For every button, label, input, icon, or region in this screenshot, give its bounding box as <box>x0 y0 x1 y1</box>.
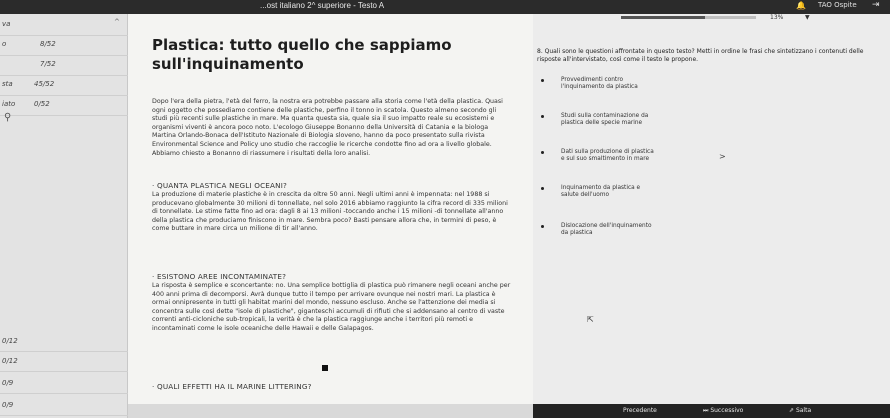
signal-icon: ▼ <box>805 14 810 21</box>
drag-handle-icon[interactable] <box>541 115 544 118</box>
sortable-option[interactable] <box>541 148 791 172</box>
section-heading: · QUALI EFFETTI HA IL MARINE LITTERING? <box>152 382 312 391</box>
sortable-option[interactable] <box>541 76 791 100</box>
option-text: Studi sulla contaminazione da <box>561 113 649 119</box>
sidebar-item[interactable] <box>0 34 128 56</box>
drag-handle-icon[interactable] <box>541 79 544 82</box>
sidebar-item[interactable] <box>0 352 128 372</box>
previous-button[interactable] <box>623 407 657 414</box>
sidebar-item[interactable] <box>0 94 128 116</box>
article-title-line: Plastica: tutto quello che sappiamo <box>152 36 452 54</box>
question-panel <box>533 14 890 404</box>
sidebar-item[interactable] <box>0 54 128 76</box>
option-text: da plastica <box>561 230 593 236</box>
drag-handle-icon[interactable] <box>541 225 544 228</box>
stop-icon[interactable] <box>322 365 328 371</box>
sidebar-item-count: 45/52 <box>34 80 55 88</box>
chevron-up-icon[interactable]: ^ <box>114 18 120 26</box>
sidebar-item[interactable] <box>0 332 128 352</box>
drag-handle-icon[interactable] <box>541 187 544 190</box>
drag-handle-icon[interactable] <box>541 151 544 154</box>
sidebar-item-label: o <box>2 40 7 48</box>
previous-label: Precedente <box>623 407 657 414</box>
progress-bar <box>621 16 756 19</box>
test-title: ...ost italiano 2^ superiore - Testo A <box>260 1 385 10</box>
option-text: l'inquinamento da plastica <box>561 84 638 90</box>
next-button[interactable] <box>703 407 743 415</box>
sidebar-item-count: 0/12 <box>2 337 18 345</box>
sidebar-item-count: 0/12 <box>2 357 18 365</box>
article-paragraph: La produzione di materie plastiche è in crescita da oltre 50 anni. Negli ultimi anni è impennata: nel 1988 si producevano globalmente 30 milioni di tonnellate, nel solo 2016 abbiamo raggiunto la cifra record di 335 milioni di tonnellate. Le stime fatte fino ad ora: dagli 8 ai 13 milioni -toccando anche i 15 milioni -di tonnellate all'anno della plastica che produciamo finiscono in mare. Sembra poco? Basti pensare allora che, in termini di peso, è come buttare in mare circa un milione di tir all'anno. <box>152 191 508 233</box>
option-text: salute dell'uomo <box>561 192 610 198</box>
option-text: Dislocazione dell'inquinamento <box>561 223 652 229</box>
reading-text <box>128 14 533 404</box>
section-heading: · QUANTA PLASTICA NEGLI OCEANI? <box>152 181 288 190</box>
bottom-navigation <box>533 404 890 418</box>
sidebar <box>0 14 128 418</box>
sidebar-item[interactable] <box>0 74 128 96</box>
option-text: Inquinamento da plastica e <box>561 185 641 191</box>
bell-icon[interactable]: 🔔 <box>796 1 806 10</box>
sidebar-item-count: 0/9 <box>2 401 14 409</box>
article-intro: Dopo l'era della pietra, l'età del ferro, la nostra era potrebbe passare alla storia come l'età della plastica. Quasi ogni oggetto che possediamo contiene delle plastiche, perfino il tonno in scatola. Questo almeno secondo gli studi più recenti sulle plastiche in mare. Ma quanta questa sia, quale sia il suo impatto reale su ecosistemi e organismi viventi è ancora poco noto. L'ecologo Giuseppe Bonanno della Università di Catania e la biologa Martina Orlando-Bonaca dell'Istituto Nazionale di Biologia sloveno, hanno da poco presentato sulla rivista Environmental Science and Policy uno studio che raccoglie le ricerche condotte fino ad ora a livello globale. Abbiamo chiesto a Bonanno di riassumere i risultati della loro analisi. <box>152 98 503 157</box>
mouse-cursor-icon: ⇱ <box>587 315 594 324</box>
sidebar-item-count: 0/9 <box>2 379 14 387</box>
sidebar-item-label: iato <box>2 100 16 108</box>
sidebar-item-count: 7/52 <box>40 60 56 68</box>
option-text: plastica delle specie marine <box>561 120 643 126</box>
next-label: Successivo <box>710 407 744 414</box>
option-text: Dati sulla produzione di plastica <box>561 149 654 155</box>
sortable-option[interactable] <box>541 222 791 246</box>
progress-bar-fill <box>621 16 705 19</box>
sidebar-item[interactable] <box>0 14 128 36</box>
sortable-option[interactable] <box>541 184 791 208</box>
option-text: e sul suo smaltimento in mare <box>561 156 650 162</box>
sidebar-item[interactable] <box>0 374 128 394</box>
sidebar-item-label: sta <box>2 80 13 88</box>
external-link-icon: ⇗ <box>789 407 796 414</box>
chevron-right-icon[interactable]: > <box>719 152 726 161</box>
skip-label: Salta <box>795 407 812 414</box>
top-bar <box>0 0 890 14</box>
user-name[interactable]: TAO Ospite <box>818 1 857 9</box>
section-heading: · ESISTONO AREE INCONTAMINATE? <box>152 272 287 281</box>
sidebar-item[interactable] <box>0 396 128 416</box>
logout-icon[interactable]: ⇥ <box>872 0 880 10</box>
sortable-option[interactable] <box>541 112 791 136</box>
article-paragraph: La risposta è semplice e sconcertante: no. Una semplice bottiglia di plastica può rimanere negli oceani anche per 400 anni prima di decomporsi. Avrà dunque tutto il tempo per arrivare ovunque nei nostri mari. La plastica è ormai onnipresente in tutti gli habitat marini del mondo, nessuno escluso. Anche se l'attenzione dei media si concentra sulle così dette "isole di plastiche", giganteschi accumuli di rifiuti che si addensano al centro di vaste correnti anti-cicloniche sub-tropicali, la verità è che la plastica raggiunge anche i territori più remoti e incontaminati come le isole oceaniche delle Hawaii e delle Galapagos. <box>152 282 511 332</box>
option-text: Provvedimenti contro <box>561 77 624 83</box>
skip-forward-icon: ⏭ <box>703 407 711 414</box>
progress-percent: 13% <box>770 14 784 21</box>
sidebar-item-count: 8/52 <box>40 40 56 48</box>
skip-button[interactable] <box>789 407 811 414</box>
article-title-line: sull'inquinamento <box>152 55 304 73</box>
sidebar-item-count: 0/52 <box>34 100 50 108</box>
sidebar-item-label: va <box>2 20 11 28</box>
question-text: 8. Quali sono le questioni affrontate in questo testo? Metti in ordine le frasi che sintetizzano i contenuti delle risposte all'intervistato, così come il testo le propone. <box>537 48 864 63</box>
search-icon[interactable]: ⚲ <box>4 112 12 123</box>
article-title <box>152 36 532 74</box>
